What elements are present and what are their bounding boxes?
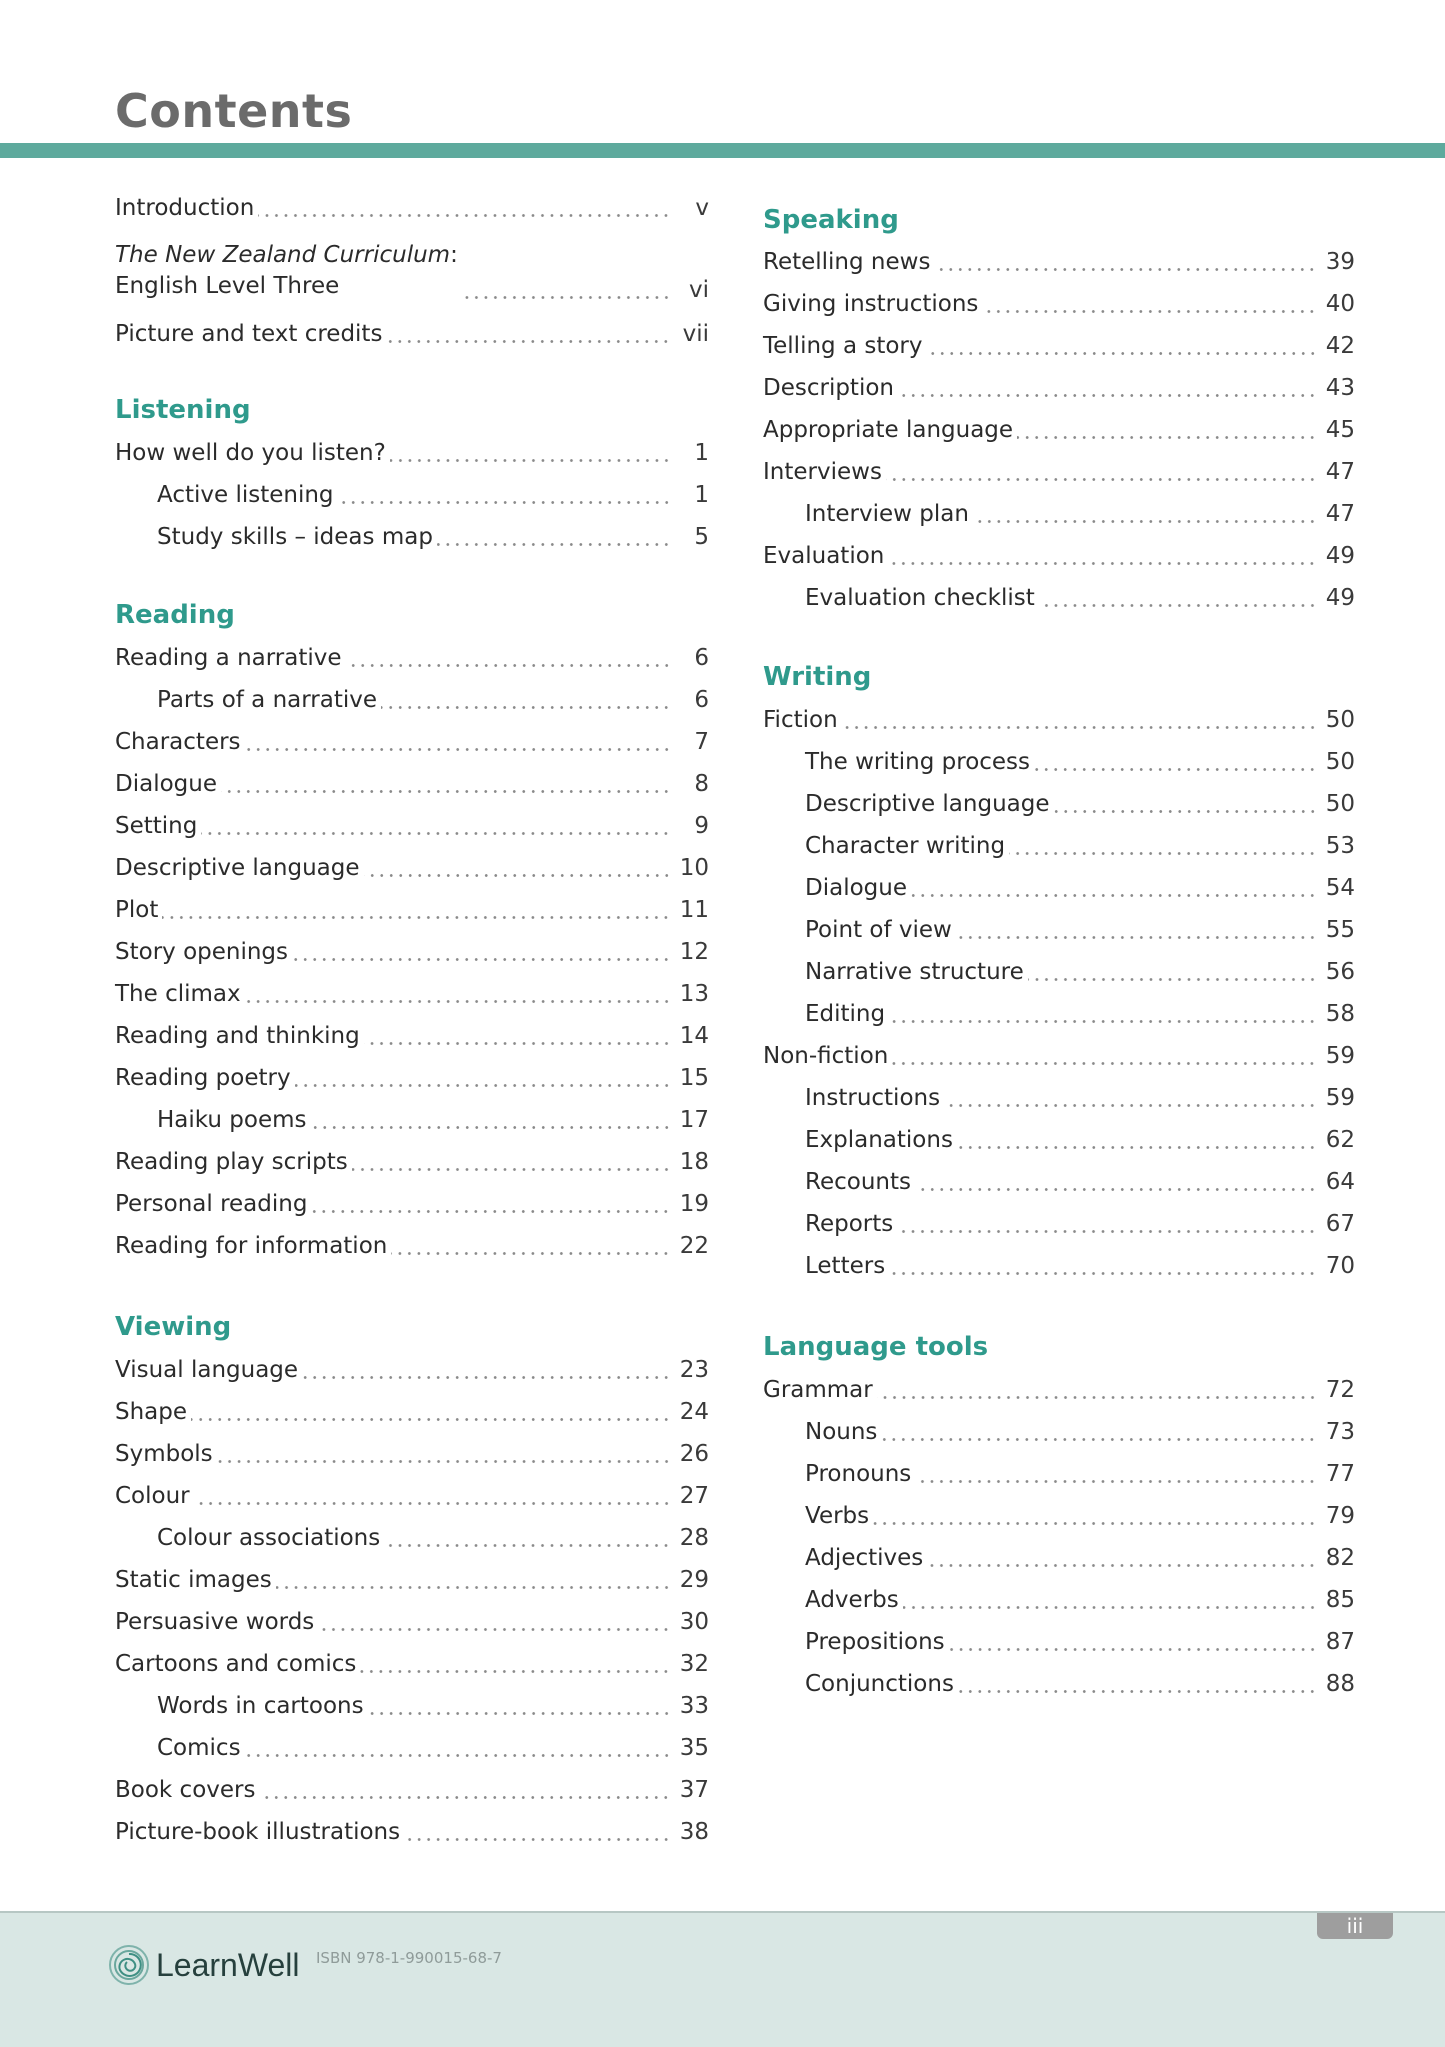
toc-entry[interactable] — [115, 1810, 709, 1844]
toc-entry[interactable] — [115, 186, 709, 220]
dot-leader — [346, 664, 671, 667]
toc-entry-page: 9 — [694, 813, 709, 839]
dot-leader — [898, 394, 1317, 397]
toc-entry-label: Characters — [115, 729, 241, 755]
dot-leader — [364, 1042, 671, 1045]
toc-entry-page: vii — [682, 321, 709, 347]
toc-entry-label: Symbols — [115, 1441, 213, 1467]
toc-subentry[interactable] — [763, 992, 1355, 1026]
toc-entry-page: 30 — [679, 1609, 709, 1635]
toc-entry-page: 70 — [1325, 1253, 1355, 1279]
toc-subentry[interactable] — [115, 1684, 709, 1718]
toc-subentry[interactable] — [763, 1452, 1355, 1486]
toc-entry-label: Reading for information — [115, 1233, 388, 1259]
dot-leader — [934, 268, 1317, 271]
toc-entry[interactable] — [763, 534, 1355, 568]
toc-entry-page: 38 — [679, 1819, 709, 1845]
toc-entry-label: The writing process — [805, 749, 1031, 775]
toc-entry-label: Giving instructions — [763, 291, 979, 317]
dot-leader — [360, 1670, 671, 1673]
dot-leader — [338, 501, 671, 504]
dot-leader — [437, 543, 671, 546]
dot-leader — [368, 1712, 671, 1715]
dot-leader — [956, 936, 1317, 939]
toc-entry-page: 35 — [679, 1735, 709, 1761]
toc-entry-label: Fiction — [763, 707, 838, 733]
dot-leader — [162, 916, 671, 919]
toc-entry-label: Character writing — [805, 833, 1006, 859]
toc-subentry[interactable] — [763, 1118, 1355, 1152]
dot-leader — [201, 832, 671, 835]
dot-leader — [258, 214, 671, 217]
toc-entry-page: vi — [688, 277, 709, 303]
dot-leader — [1054, 810, 1318, 813]
toc-entry[interactable] — [763, 324, 1355, 358]
toc-entry-page: 1 — [694, 482, 709, 508]
dot-leader — [886, 478, 1317, 481]
page-number: iii — [1317, 1913, 1393, 1939]
toc-entry-label: Reports — [805, 1211, 894, 1237]
dot-leader — [873, 1522, 1317, 1525]
toc-entry-page: 49 — [1325, 585, 1355, 611]
toc-entry-label: Words in cartoons — [157, 1693, 364, 1719]
toc-entry-page: 49 — [1325, 543, 1355, 569]
dot-leader — [292, 958, 671, 961]
toc-entry-page: 43 — [1325, 375, 1355, 401]
dot-leader — [982, 310, 1317, 313]
toc-entry-page: 82 — [1325, 1545, 1355, 1571]
toc-entry-page: 11 — [679, 897, 709, 923]
toc-entry[interactable] — [115, 846, 709, 880]
toc-entry-label: Visual language — [115, 1357, 299, 1383]
dot-leader — [958, 1690, 1317, 1693]
toc-entry-page: 53 — [1325, 833, 1355, 859]
toc-entry-page: 24 — [679, 1399, 709, 1425]
dot-leader — [889, 1020, 1317, 1023]
isbn-text: ISBN 978-1-990015-68-7 — [316, 1949, 502, 1967]
toc-entry-page: 88 — [1325, 1671, 1355, 1697]
toc-entry[interactable] — [115, 1390, 709, 1424]
header-bar — [0, 143, 1445, 158]
toc-entry-page: 6 — [694, 645, 709, 671]
toc-entry-page: 45 — [1325, 417, 1355, 443]
dot-leader — [245, 748, 671, 751]
toc-entry-label: Picture and text credits — [115, 321, 383, 347]
toc-entry[interactable] — [115, 804, 709, 838]
toc-entry-label: Reading and thinking — [115, 1023, 360, 1049]
toc-entry-label: Reading a narrative — [115, 645, 342, 671]
toc-entry[interactable] — [115, 1014, 709, 1048]
toc-subentry[interactable] — [763, 1494, 1355, 1528]
dot-leader — [245, 1754, 671, 1757]
toc-entry-page: 50 — [1325, 791, 1355, 817]
spiral-logo-icon — [108, 1944, 150, 1986]
dot-leader — [364, 874, 672, 877]
toc-entry-label: Nouns — [805, 1419, 878, 1445]
toc-entry-label: Reading play scripts — [115, 1149, 348, 1175]
toc-entry-page: v — [695, 195, 709, 221]
toc-entry[interactable] — [115, 431, 709, 465]
toc-entry[interactable] — [115, 1768, 709, 1802]
toc-entry-page: 6 — [694, 687, 709, 713]
dot-leader — [245, 1000, 671, 1003]
toc-entry-page: 55 — [1325, 917, 1355, 943]
toc-entry-page: 59 — [1325, 1085, 1355, 1111]
toc-entry[interactable] — [115, 636, 709, 670]
toc-entry-label: Interviews — [763, 459, 882, 485]
dot-leader — [949, 1648, 1317, 1651]
toc-entry[interactable] — [763, 282, 1355, 316]
toc-entry-page: 18 — [679, 1149, 709, 1175]
toc-entry-page: 62 — [1325, 1127, 1355, 1153]
toc-entry-page: 28 — [679, 1525, 709, 1551]
toc-entry-page: 12 — [679, 939, 709, 965]
toc-entry-page: 77 — [1325, 1461, 1355, 1487]
dot-leader — [352, 1168, 671, 1171]
toc-subentry[interactable] — [763, 1076, 1355, 1110]
toc-entry-label: Conjunctions — [805, 1671, 954, 1697]
toc-entry-label: Explanations — [805, 1127, 953, 1153]
toc-entry[interactable] — [115, 1348, 709, 1382]
toc-entry-page: 15 — [679, 1065, 709, 1091]
toc-entry[interactable] — [115, 1474, 709, 1508]
toc-entry-page: 39 — [1325, 249, 1355, 275]
toc-subentry[interactable] — [763, 740, 1355, 774]
toc-entry-page: 54 — [1325, 875, 1355, 901]
dot-leader — [462, 296, 671, 299]
toc-entry-label: Narrative structure — [805, 959, 1024, 985]
curriculum-title: The New Zealand Curriculum — [115, 242, 451, 268]
toc-entry-label: Persuasive words — [115, 1609, 315, 1635]
toc-entry-page: 79 — [1325, 1503, 1355, 1529]
toc-entry-page: 8 — [694, 771, 709, 797]
brand-name: LearnWell — [156, 1946, 300, 1983]
toc-entry-label: Comics — [157, 1735, 241, 1761]
toc-entry-page: 40 — [1325, 291, 1355, 317]
toc-entry-label: Colour — [115, 1483, 190, 1509]
toc-entry-page: 47 — [1325, 459, 1355, 485]
toc-entry-page: 5 — [694, 524, 709, 550]
toc-entry-page: 27 — [679, 1483, 709, 1509]
toc-entry-label: Descriptive language — [115, 855, 360, 881]
dot-leader — [889, 1272, 1317, 1275]
dot-leader — [1039, 604, 1317, 607]
toc-entry-page: 19 — [679, 1191, 709, 1217]
toc-entry-label: Plot — [115, 897, 159, 923]
toc-subentry[interactable] — [115, 1726, 709, 1760]
toc-entry[interactable] — [115, 888, 709, 922]
toc-entry-label: Grammar — [763, 1377, 873, 1403]
dot-leader — [404, 1838, 671, 1841]
dot-leader — [877, 1396, 1317, 1399]
toc-subentry[interactable] — [763, 492, 1355, 526]
toc-entry-label: Verbs — [805, 1503, 870, 1529]
dot-leader — [311, 1126, 672, 1129]
dot-leader — [1028, 978, 1317, 981]
toc-entry-label: Reading poetry — [115, 1065, 291, 1091]
toc-entry-page: 64 — [1325, 1169, 1355, 1195]
dot-leader — [903, 1606, 1317, 1609]
toc-subentry[interactable] — [763, 1620, 1355, 1654]
toc-subentry[interactable] — [763, 866, 1355, 900]
dot-leader — [386, 340, 671, 343]
toc-subentry[interactable] — [763, 1202, 1355, 1236]
dot-leader — [1009, 852, 1317, 855]
toc-entry[interactable] — [763, 1034, 1355, 1068]
toc-entry-label: Dialogue — [805, 875, 907, 901]
toc-entry-page: 47 — [1325, 501, 1355, 527]
dot-leader — [276, 1586, 671, 1589]
toc-entry-page: 13 — [679, 981, 709, 1007]
toc-entry-label: Appropriate language — [763, 417, 1014, 443]
toc-entry-page: 87 — [1325, 1629, 1355, 1655]
toc-entry[interactable] — [115, 1642, 709, 1676]
toc-entry-label: Cartoons and comics — [115, 1651, 357, 1677]
toc-entry-page: 37 — [679, 1777, 709, 1803]
toc-entry-page: 29 — [679, 1567, 709, 1593]
toc-entry-label: Description — [763, 375, 894, 401]
toc-entry-label: Evaluation checklist — [805, 585, 1035, 611]
toc-entry-label: How well do you listen? — [115, 440, 386, 466]
toc-entry-page: 10 — [679, 855, 709, 881]
toc-subentry[interactable] — [763, 576, 1355, 610]
toc-entry[interactable] — [115, 972, 709, 1006]
toc-entry-label: The climax — [115, 981, 241, 1007]
toc-entry-label: Interview plan — [805, 501, 969, 527]
toc-entry-page: 17 — [679, 1107, 709, 1133]
section-heading-language-tools: Language tools — [763, 1332, 989, 1362]
toc-entry-page: 50 — [1325, 749, 1355, 775]
toc-entry-page: 7 — [694, 729, 709, 755]
toc-entry-page: 23 — [679, 1357, 709, 1383]
dot-leader — [944, 1104, 1317, 1107]
dot-leader — [259, 1796, 671, 1799]
toc-entry-page: 72 — [1325, 1377, 1355, 1403]
section-heading-viewing: Viewing — [115, 1312, 232, 1342]
toc-entry-label: Colour associations — [157, 1525, 381, 1551]
toc-entry-page: 33 — [679, 1693, 709, 1719]
dot-leader — [1034, 768, 1317, 771]
curriculum-line2: English Level Three — [115, 273, 340, 299]
toc-entry-label: Book covers — [115, 1777, 256, 1803]
toc-entry[interactable] — [115, 312, 709, 346]
toc-entry-page: 73 — [1325, 1419, 1355, 1445]
toc-entry[interactable] — [115, 930, 709, 964]
toc-entry-page: 42 — [1325, 333, 1355, 359]
toc-entry-label: Point of view — [805, 917, 952, 943]
toc-entry[interactable] — [763, 698, 1355, 732]
toc-subentry[interactable] — [763, 1244, 1355, 1278]
toc-entry[interactable] — [115, 1182, 709, 1216]
toc-entry-label: Adjectives — [805, 1545, 924, 1571]
toc-subentry[interactable] — [763, 908, 1355, 942]
dot-leader — [318, 1628, 671, 1631]
toc-entry[interactable] — [763, 408, 1355, 442]
dot-leader — [911, 894, 1317, 897]
toc-entry[interactable] — [115, 1432, 709, 1466]
toc-entry-label: Non-fiction — [763, 1043, 889, 1069]
toc-subentry[interactable] — [115, 1098, 709, 1132]
toc-entry-label: Instructions — [805, 1085, 941, 1111]
toc-entry-page: 32 — [679, 1651, 709, 1677]
dot-leader — [390, 459, 671, 462]
toc-entry[interactable] — [115, 1600, 709, 1634]
toc-subentry[interactable] — [763, 782, 1355, 816]
dot-leader — [927, 1564, 1317, 1567]
toc-entry-label: Retelling news — [763, 249, 931, 275]
toc-entry[interactable] — [115, 762, 709, 796]
dot-leader — [391, 1252, 671, 1255]
toc-entry-label: Dialogue — [115, 771, 217, 797]
toc-entry-label: Parts of a narrative — [157, 687, 378, 713]
dot-leader — [927, 352, 1318, 355]
toc-entry-label: Introduction — [115, 195, 255, 221]
toc-entry-label: Study skills – ideas map — [157, 524, 433, 550]
toc-entry-label: Personal reading — [115, 1191, 308, 1217]
toc-subentry[interactable] — [763, 1536, 1355, 1570]
dot-leader — [1017, 436, 1317, 439]
toc-entry-label: Static images — [115, 1567, 272, 1593]
dot-leader — [381, 706, 671, 709]
toc-entry-page: 50 — [1325, 707, 1355, 733]
toc-entry-label: Shape — [115, 1399, 188, 1425]
toc-entry[interactable] — [763, 240, 1355, 274]
dot-leader — [221, 790, 671, 793]
toc-entry-label: Haiku poems — [157, 1107, 307, 1133]
dot-leader — [897, 1230, 1317, 1233]
toc-entry[interactable] — [115, 1056, 709, 1090]
toc-entry[interactable] — [115, 240, 709, 302]
page-title: Contents — [115, 84, 353, 138]
toc-subentry[interactable] — [763, 824, 1355, 858]
toc-entry-label: Descriptive language — [805, 791, 1050, 817]
toc-entry[interactable] — [115, 1140, 709, 1174]
toc-entry-label — [115, 240, 458, 302]
toc-subentry[interactable] — [115, 678, 709, 712]
dot-leader — [842, 726, 1317, 729]
toc-entry-label: Letters — [805, 1253, 886, 1279]
toc-entry-label: Setting — [115, 813, 198, 839]
dot-leader — [384, 1544, 671, 1547]
toc-entry-page: 59 — [1325, 1043, 1355, 1069]
toc-subentry[interactable] — [763, 1410, 1355, 1444]
toc-entry-label: Picture-book illustrations — [115, 1819, 401, 1845]
toc-subentry[interactable] — [115, 473, 709, 507]
toc-entry[interactable] — [115, 720, 709, 754]
toc-entry-label: Pronouns — [805, 1461, 912, 1487]
toc-entry[interactable] — [763, 1368, 1355, 1402]
toc-entry-label: Prepositions — [805, 1629, 945, 1655]
toc-entry-label: Evaluation — [763, 543, 885, 569]
dot-leader — [957, 1146, 1317, 1149]
toc-entry-page: 67 — [1325, 1211, 1355, 1237]
toc-entry-page: 26 — [679, 1441, 709, 1467]
dot-leader — [295, 1084, 671, 1087]
toc-entry[interactable] — [763, 366, 1355, 400]
dot-leader — [915, 1480, 1317, 1483]
section-heading-listening: Listening — [115, 395, 251, 425]
toc-subentry[interactable] — [115, 1516, 709, 1550]
dot-leader — [217, 1460, 671, 1463]
toc-entry-label: Story openings — [115, 939, 289, 965]
section-heading-speaking: Speaking — [763, 205, 899, 235]
toc-entry-page: 14 — [679, 1023, 709, 1049]
section-heading-writing: Writing — [763, 662, 872, 692]
toc-entry-page: 22 — [679, 1233, 709, 1259]
toc-entry[interactable] — [763, 450, 1355, 484]
toc-subentry[interactable] — [115, 515, 709, 549]
toc-entry-page: 58 — [1325, 1001, 1355, 1027]
dot-leader — [973, 520, 1317, 523]
toc-entry-page: 56 — [1325, 959, 1355, 985]
toc-subentry[interactable] — [763, 1662, 1355, 1696]
toc-entry-label: Editing — [805, 1001, 886, 1027]
toc-subentry[interactable] — [763, 1160, 1355, 1194]
toc-entry-label: Recounts — [805, 1169, 911, 1195]
curriculum-colon: : — [450, 242, 458, 268]
dot-leader — [194, 1502, 671, 1505]
toc-entry-label: Adverbs — [805, 1587, 899, 1613]
dot-leader — [191, 1418, 671, 1421]
toc-entry[interactable] — [115, 1224, 709, 1258]
toc-subentry[interactable] — [763, 950, 1355, 984]
section-heading-reading: Reading — [115, 600, 235, 630]
toc-entry-page: 1 — [694, 440, 709, 466]
toc-subentry[interactable] — [763, 1578, 1355, 1612]
toc-entry-label: Active listening — [157, 482, 334, 508]
toc-entry[interactable] — [115, 1558, 709, 1592]
dot-leader — [892, 1062, 1317, 1065]
dot-leader — [888, 562, 1317, 565]
dot-leader — [915, 1188, 1317, 1191]
toc-entry-page: 85 — [1325, 1587, 1355, 1613]
publisher-logo — [108, 1943, 299, 1987]
dot-leader — [311, 1210, 671, 1213]
dot-leader — [302, 1376, 671, 1379]
dot-leader — [881, 1438, 1317, 1441]
toc-entry-label: Telling a story — [763, 333, 923, 359]
